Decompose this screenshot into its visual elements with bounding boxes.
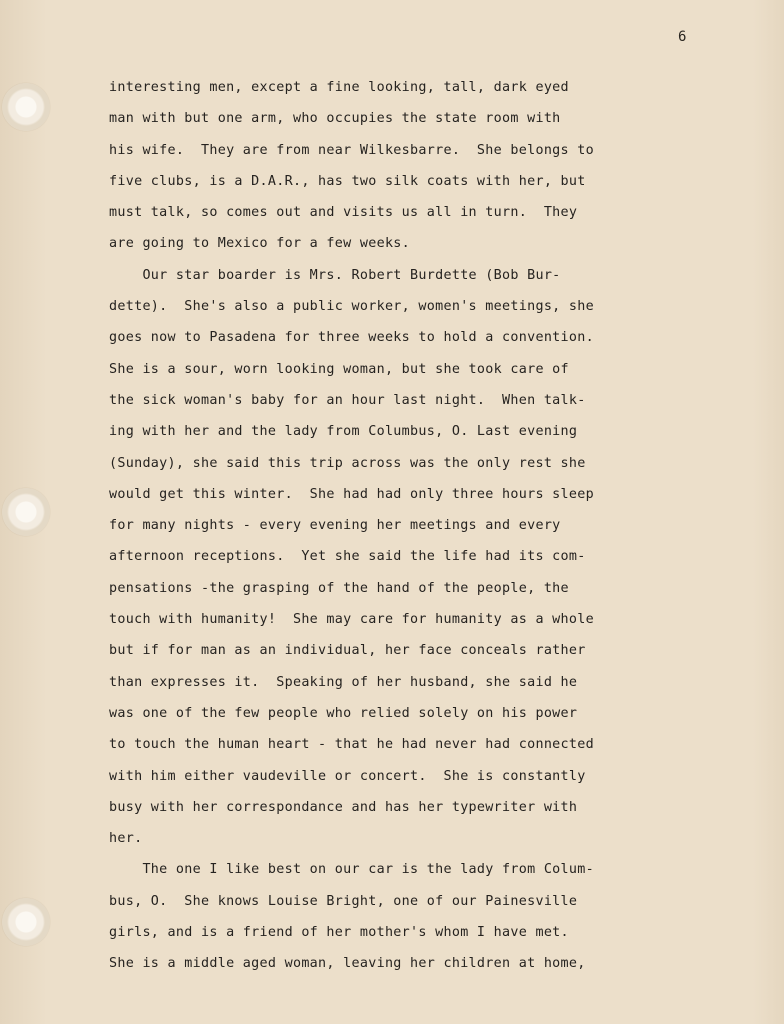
typed-text-body (109, 72, 709, 980)
text-line: (Sunday), she said this trip across was the only rest she (109, 455, 586, 471)
text-line: goes now to Pasadena for three weeks to hold a convention. (109, 330, 594, 346)
text-line: must talk, so comes out and visits us all in turn. They (109, 205, 578, 221)
punch-hole (2, 898, 50, 946)
text-line: the sick woman's baby for an hour last night. When talk- (109, 392, 586, 408)
text-line: She is a sour, worn looking woman, but she took care of (109, 361, 569, 377)
text-line: are going to Mexico for a few weeks. (109, 236, 411, 252)
text-line: interesting men, except a fine looking, tall, dark eyed (109, 80, 569, 95)
punch-hole (2, 488, 50, 536)
text-line: man with but one arm, who occupies the state room with (109, 111, 561, 127)
text-line: to touch the human heart - that he had never had connected (109, 737, 594, 753)
page-number: 6 (678, 29, 687, 45)
text-line: than expresses it. Speaking of her husband, she said he (109, 674, 578, 690)
punch-hole (2, 83, 50, 131)
text-line: dette). She's also a public worker, women's meetings, she (109, 299, 594, 315)
text-line: her. (109, 831, 143, 847)
text-line: pensations -the grasping of the hand of the people, the (109, 580, 569, 596)
text-line: but if for man as an individual, her face conceals rather (109, 643, 586, 659)
text-line: touch with humanity! She may care for humanity as a whole (109, 612, 594, 628)
text-line: The one I like best on our car is the lady from Colum- (109, 862, 594, 878)
text-line: for many nights - every evening her meetings and every (109, 518, 561, 534)
text-line: busy with her correspondance and has her typewriter with (109, 799, 578, 815)
text-line: Our star boarder is Mrs. Robert Burdette (Bob Bur- (109, 267, 561, 283)
text-line: five clubs, is a D.A.R., has two silk coats with her, but (109, 173, 586, 189)
text-line: his wife. They are from near Wilkesbarre. She belongs to (109, 142, 594, 158)
text-line: She is a middle aged woman, leaving her children at home, (109, 956, 586, 972)
text-line: girls, and is a friend of her mother's whom I have met. (109, 925, 569, 941)
text-line: was one of the few people who relied solely on his power (109, 705, 578, 721)
text-line: with him either vaudeville or concert. She is constantly (109, 768, 586, 784)
text-line: would get this winter. She had had only three hours sleep (109, 486, 594, 502)
text-line: ing with her and the lady from Columbus, O. Last evening (109, 424, 578, 440)
text-line: afternoon receptions. Yet she said the life had its com- (109, 549, 586, 565)
text-line: bus, O. She knows Louise Bright, one of our Painesville (109, 893, 578, 909)
